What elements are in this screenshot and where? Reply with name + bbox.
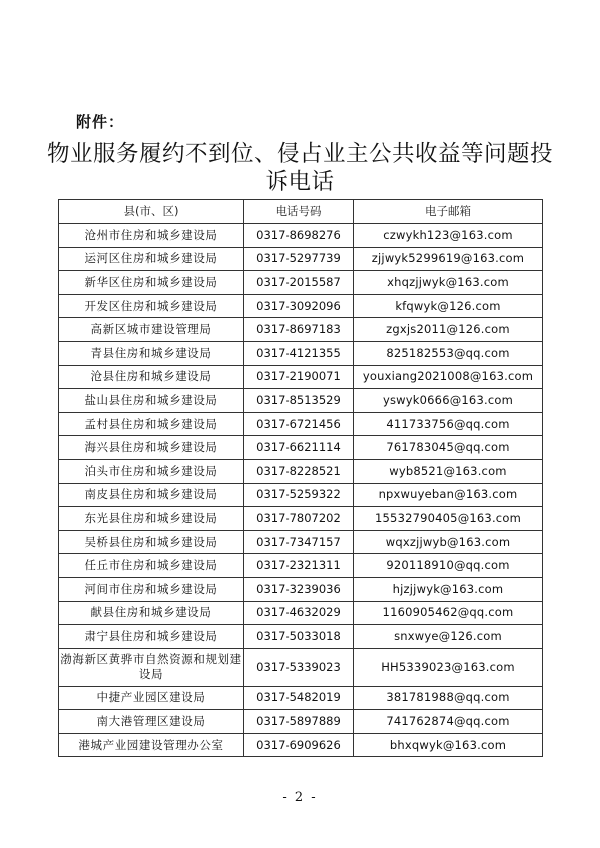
table-row [59,648,543,686]
phone-cell: 0317-8698276 [244,224,354,248]
county-cell: 渤海新区黄骅市自然资源和规划建设局 [59,648,244,686]
table-row [59,686,543,710]
email-cell: 741762874@qq.com [354,710,543,734]
email-cell: wyb8521@163.com [354,459,543,483]
phone-cell: 0317-4121355 [244,341,354,365]
document-title: 物业服务履约不到位、侵占业主公共收益等问题投诉电话 [46,141,553,195]
table-row [59,436,543,460]
county-cell: 泊头市住房和城乡建设局 [59,459,244,483]
email-cell: 1160905462@qq.com [354,601,543,625]
attachment-label: 附件： [76,113,125,131]
county-cell: 吴桥县住房和城乡建设局 [59,530,244,554]
county-cell: 孟村县住房和城乡建设局 [59,412,244,436]
email-cell: 15532790405@163.com [354,507,543,531]
table-row [59,247,543,271]
email-cell: bhxqwyk@163.com [354,733,543,757]
phone-cell: 0317-3092096 [244,294,354,318]
header-email: 电子邮箱 [354,200,543,224]
phone-cell: 0317-5259322 [244,483,354,507]
table-row [59,625,543,649]
phone-cell: 0317-5482019 [244,686,354,710]
email-cell: czwykh123@163.com [354,224,543,248]
table-row [59,577,543,601]
county-cell: 南皮县住房和城乡建设局 [59,483,244,507]
email-cell: 381781988@qq.com [354,686,543,710]
email-cell: 825182553@qq.com [354,341,543,365]
table-row [59,554,543,578]
email-cell: npxwuyeban@163.com [354,483,543,507]
email-cell: 761783045@qq.com [354,436,543,460]
header-county: 县(市、区) [59,200,244,224]
county-cell: 沧州市住房和城乡建设局 [59,224,244,248]
email-cell: snxwye@126.com [354,625,543,649]
table-row [59,483,543,507]
email-cell: kfqwyk@126.com [354,294,543,318]
county-cell: 运河区住房和城乡建设局 [59,247,244,271]
complaint-contacts-table [58,199,543,757]
county-cell: 中捷产业园区建设局 [59,686,244,710]
county-cell: 海兴县住房和城乡建设局 [59,436,244,460]
phone-cell: 0317-4632029 [244,601,354,625]
phone-cell: 0317-5897889 [244,710,354,734]
county-cell: 献县住房和城乡建设局 [59,601,244,625]
county-cell: 任丘市住房和城乡建设局 [59,554,244,578]
header-phone: 电话号码 [244,200,354,224]
table-row [59,507,543,531]
table-row [59,271,543,295]
email-cell: HH5339023@163.com [354,648,543,686]
email-cell: 411733756@qq.com [354,412,543,436]
email-cell: zjjwyk5299619@163.com [354,247,543,271]
email-cell: wqxzjjwyb@163.com [354,530,543,554]
email-cell: yswyk0666@163.com [354,389,543,413]
table-row [59,733,543,757]
phone-cell: 0317-7807202 [244,507,354,531]
table-row [59,459,543,483]
county-cell: 东光县住房和城乡建设局 [59,507,244,531]
phone-cell: 0317-6909626 [244,733,354,757]
phone-cell: 0317-8228521 [244,459,354,483]
county-cell: 河间市住房和城乡建设局 [59,577,244,601]
county-cell: 盐山县住房和城乡建设局 [59,389,244,413]
email-cell: 920118910@qq.com [354,554,543,578]
county-cell: 沧县住房和城乡建设局 [59,365,244,389]
phone-cell: 0317-2015587 [244,271,354,295]
phone-cell: 0317-6621114 [244,436,354,460]
table-row [59,601,543,625]
phone-cell: 0317-2321311 [244,554,354,578]
phone-cell: 0317-7347157 [244,530,354,554]
table-row [59,341,543,365]
table-row [59,530,543,554]
phone-cell: 0317-5033018 [244,625,354,649]
table-row [59,294,543,318]
phone-cell: 0317-5297739 [244,247,354,271]
table-header-row [59,200,543,224]
email-cell: youxiang2021008@163.com [354,365,543,389]
county-cell: 高新区城市建设管理局 [59,318,244,342]
email-cell: hjzjjwyk@163.com [354,577,543,601]
county-cell: 青县住房和城乡建设局 [59,341,244,365]
page-number: - 2 - [282,790,318,805]
county-cell: 开发区住房和城乡建设局 [59,294,244,318]
phone-cell: 0317-5339023 [244,648,354,686]
table-row [59,710,543,734]
table-row [59,318,543,342]
table-row [59,412,543,436]
phone-cell: 0317-2190071 [244,365,354,389]
phone-cell: 0317-8697183 [244,318,354,342]
county-cell: 新华区住房和城乡建设局 [59,271,244,295]
county-cell: 港城产业园建设管理办公室 [59,733,244,757]
county-cell: 南大港管理区建设局 [59,710,244,734]
email-cell: xhqzjjwyk@163.com [354,271,543,295]
table-row [59,365,543,389]
phone-cell: 0317-6721456 [244,412,354,436]
phone-cell: 0317-3239036 [244,577,354,601]
table-row [59,224,543,248]
phone-cell: 0317-8513529 [244,389,354,413]
county-cell: 肃宁县住房和城乡建设局 [59,625,244,649]
email-cell: zgxjs2011@126.com [354,318,543,342]
table-row [59,389,543,413]
